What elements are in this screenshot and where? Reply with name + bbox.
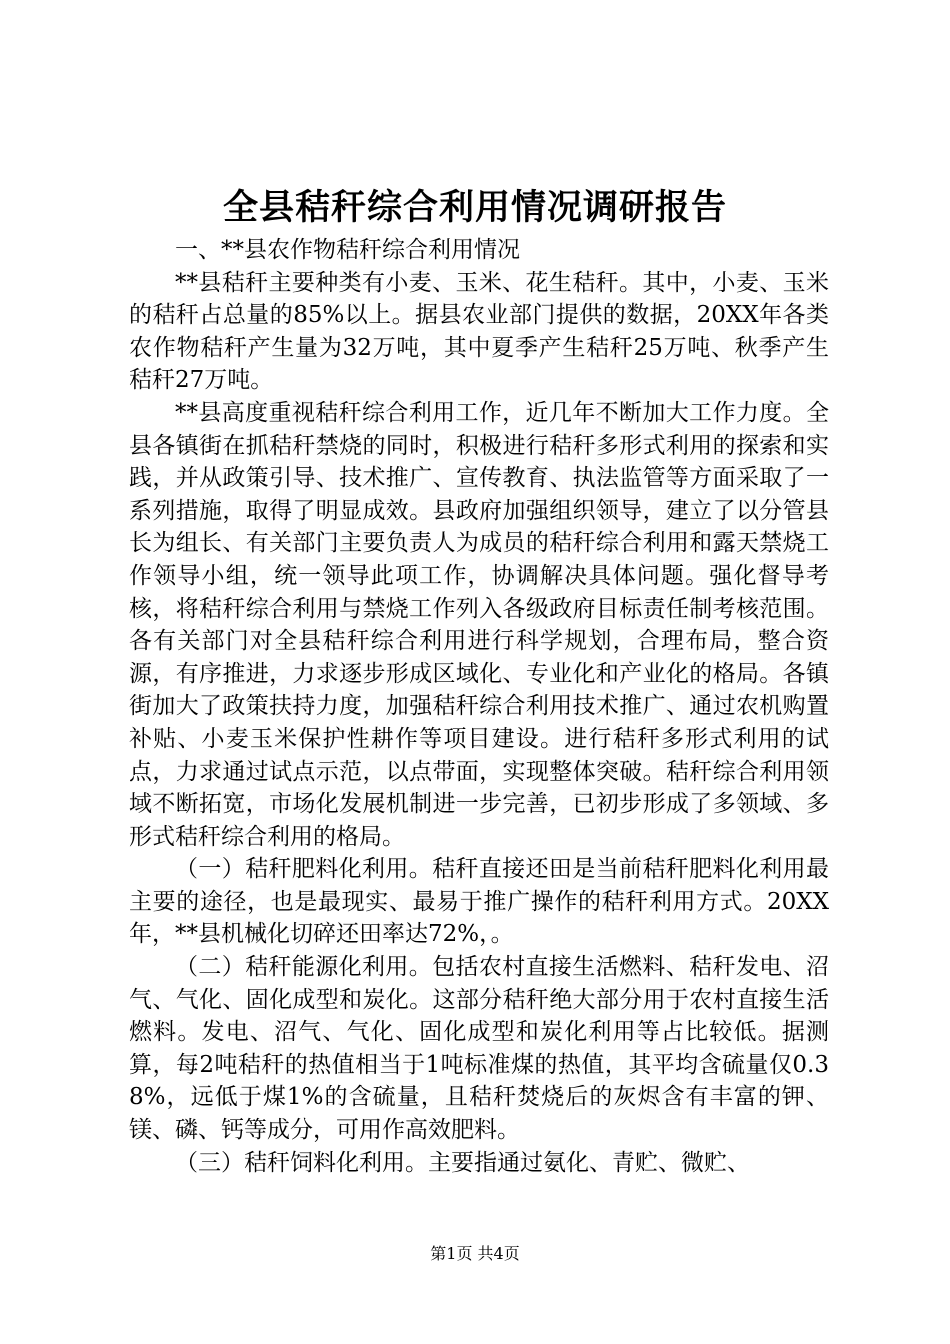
- paragraph-county-efforts: **县高度重视秸秆综合利用工作，近几年不断加大工作力度。全县各镇街在抓秸秆禁烧的同时，积极进行秸秆多形式利用的探索和实践，并从政策引导、技术推广、宣传教育、执法监管等方面采取了一系列措施，取得了明显成效。县政府加强组织领导，建立了以分管县长为组长、有关部门主要负责人为成员的秸秆综合利用和露天禁烧工作领导小组，统一领导此项工作，协调解决具体问题。强化督导考核，将秸秆综合利用与禁烧工作列入各级政府目标责任制考核范围。各有关部门对全县秸秆综合利用进行科学规划，合理布局，整合资源，有序推进，力求逐步形成区域化、专业化和产业化的格局。各镇街加大了政策扶持力度，加强秸秆综合利用技术推广、通过农机购置补贴、小麦玉米保护性耕作等项目建设。进行秸秆多形式利用的试点，力求通过试点示范，以点带面，实现整体突破。秸秆综合利用领域不断拓宽，市场化发展机制进一步完善，已初步形成了多领域、多形式秸秆综合利用的格局。: [129, 399, 829, 850]
- paragraph-fertilizer-use: （一）秸秆肥料化利用。秸秆直接还田是当前秸秆肥料化利用最主要的途径，也是最现实、最易于推广操作的秸秆利用方式。20XX年，**县机械化切碎还田率达72%，。: [129, 856, 829, 948]
- document-body: [129, 234, 829, 1179]
- page-number-footer: 第1页 共4页: [430, 1244, 520, 1263]
- paragraph-energy-use: （二）秸秆能源化利用。包括农村直接生活燃料、秸秆发电、沼气、气化、固化成型和炭化。这部分秸秆绝大部分用于农村直接生活燃料。发电、沼气、气化、固化成型和炭化利用等占比较低。据测算，每2吨秸秆的热值相当于1吨标准煤的热值，其平均含硫量仅0.38%，远低于煤1%的含硫量，且秸秆焚烧后的灰烬含有丰富的钾、镁、磷、钙等成分，可用作高效肥料。: [129, 954, 829, 1144]
- document-title: 全县秸秆综合利用情况调研报告: [222, 187, 727, 228]
- paragraph-feed-use: （三）秸秆饲料化利用。主要指通过氨化、青贮、微贮、: [175, 1149, 750, 1176]
- section-heading: 一、**县农作物秸秆综合利用情况: [175, 237, 520, 263]
- paragraph-straw-types: **县秸秆主要种类有小麦、玉米、花生秸秆。其中，小麦、玉米的秸秆占总量的85%以上。据县农业部门提供的数据，20XX年各类农作物秸秆产生量为32万吨，其中夏季产生秸秆25万吨、秋季产生秸秆27万吨。: [129, 269, 829, 394]
